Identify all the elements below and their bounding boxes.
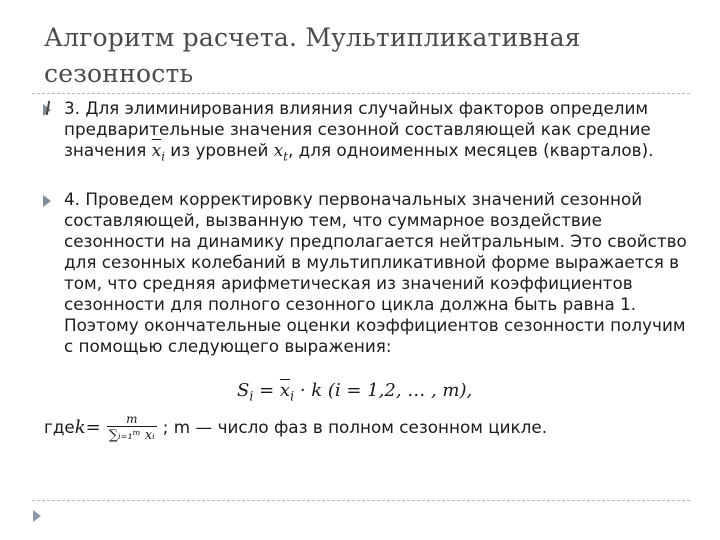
- k-symbol: k: [74, 416, 86, 438]
- x-t-symbol: x: [273, 140, 284, 160]
- bullet-arrow-icon: [43, 195, 51, 207]
- step-3-text-b: из уровней: [164, 140, 274, 160]
- x-t-subscript: t: [283, 149, 288, 164]
- fraction-numerator: m: [126, 411, 138, 426]
- text-cursor-icon: [46, 101, 60, 115]
- top-divider: [32, 93, 690, 94]
- k-fraction: [107, 412, 157, 443]
- bottom-divider: [32, 500, 690, 501]
- step-3-paragraph: [64, 98, 694, 167]
- k-definition: где k = $\frac{m}{\text{∑ᵢ₌₁ᵐ xᵢ}}$ ; m — число фаз в полном сезонном цикле.: [44, 411, 548, 443]
- fraction-denominator: ∑ᵢ₌₁ᵐ xᵢ: [108, 427, 155, 443]
- bullet-arrow-icon: [33, 510, 41, 522]
- step-3-text-a: 3. Для элиминирования влияния случайных факторов определим предварительные значения сезонной составляющей как средние значения: [64, 98, 651, 160]
- slide-title: Алгоритм расчета. Мультипликативная сезонность: [44, 23, 581, 88]
- where-suffix: ; m — число фаз в полном сезонном цикле.: [162, 417, 548, 437]
- step-3-text-c: , для одноименных месяцев (кварталов).: [287, 140, 654, 160]
- x-bar-symbol: $\overline{x}$: [151, 140, 162, 160]
- where-prefix: где: [44, 417, 75, 437]
- seasonality-formula: $S_i = \overline{x}_i \cdot k$ (i = 1,2, … , m),: [237, 380, 473, 404]
- x-bar-subscript: i: [161, 149, 165, 164]
- step-4-paragraph: 4. Проведем корректировку первоначальных значений сезонной составляющей, вызванную тем, что суммарное воздействие сезонности на динамику предполагается нейтральным. Это свойство для сезонных колебаний в мультипликативной форме выражается в том, что средняя арифметическая из значений коэффициентов сезонности для полного сезонного цикла должна быть равна 1. Поэтому окончательные оценки коэффициентов сезонности получим с помощью следующего выражения:: [64, 189, 687, 356]
